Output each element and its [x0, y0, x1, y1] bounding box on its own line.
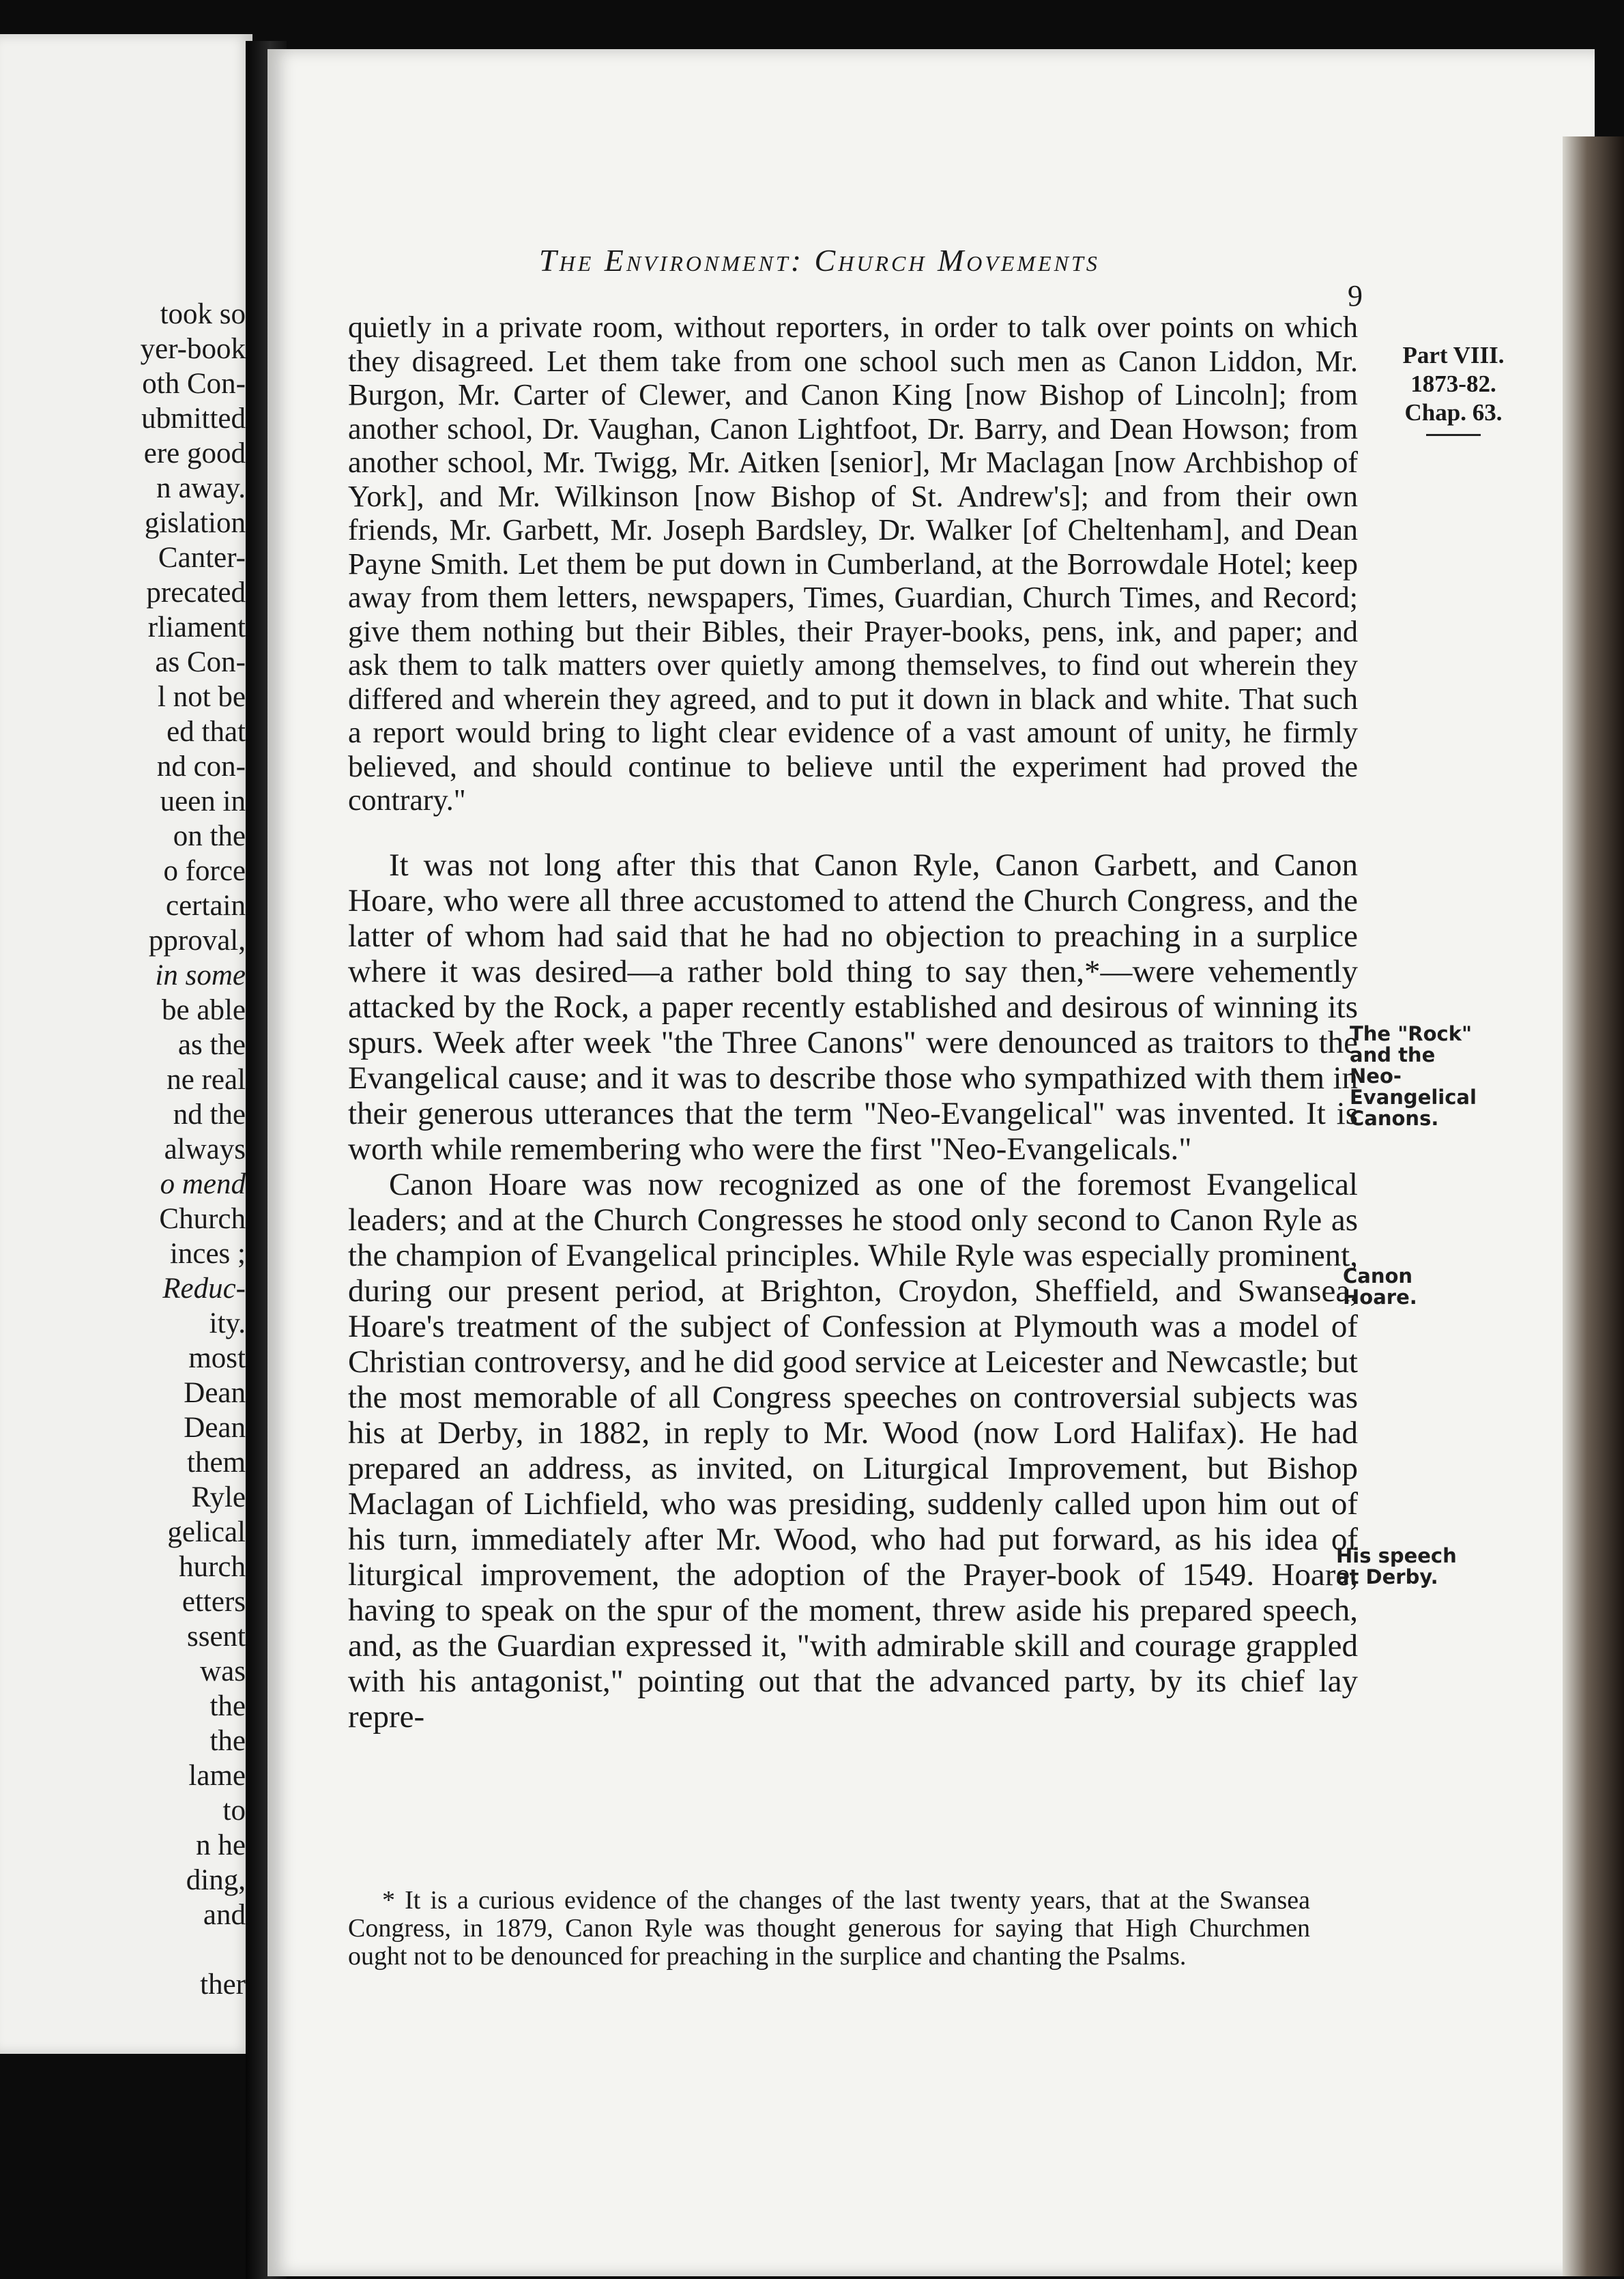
margin-rule: [1426, 434, 1481, 436]
left-page-line: l not be: [158, 681, 246, 713]
left-page-line: oth Con-: [142, 368, 246, 400]
left-page-line: certain: [166, 890, 246, 922]
left-page-line: them: [187, 1447, 246, 1479]
left-page-line: nd the: [173, 1099, 246, 1131]
left-page-line: Church: [159, 1203, 246, 1235]
left-page-line: ding,: [186, 1864, 246, 1896]
left-page-line: ssent: [187, 1621, 246, 1653]
left-page-line: ubmitted: [141, 403, 246, 435]
left-page-line: was: [200, 1655, 246, 1687]
left-page-line: gelical: [167, 1516, 246, 1548]
margin-part-chapter: [1375, 341, 1532, 436]
left-page-line: n he: [196, 1829, 246, 1861]
footnote: * It is a curious evidence of the changes of the last twenty years, that at the Swansea Congress, in 1879, Canon Ryle was thought generous for saying that High Churchmen ought not to be denounced for preaching in the surplice and chanting the Psalms.: [348, 1886, 1310, 1971]
left-page-line: ity.: [209, 1307, 246, 1339]
left-page-line: pproval,: [148, 925, 246, 957]
margin-note-rock: The "Rock" and the Neo-Evangelical Canons.: [1350, 1022, 1477, 1130]
margin-years: 1873-82.: [1410, 371, 1496, 397]
left-page-line: as Con-: [155, 646, 246, 678]
left-page-line: always: [164, 1133, 246, 1165]
left-page-line: in some: [155, 959, 246, 991]
left-page-line: ne real: [166, 1064, 246, 1096]
left-page-line: nd con-: [156, 751, 246, 783]
left-page-line: Dean: [184, 1377, 246, 1409]
margin-note-hoare: Canon Hoare.: [1343, 1264, 1417, 1309]
left-page-line: hurch: [179, 1551, 246, 1583]
running-head: The Environment: Church Movements: [539, 243, 1100, 278]
left-page-line: as the: [177, 1029, 246, 1061]
left-page-line: etters: [182, 1586, 246, 1618]
left-page-line: most: [188, 1342, 246, 1374]
margin-note-derby: His speech at Derby.: [1336, 1544, 1457, 1588]
left-page-line: precated: [146, 577, 246, 609]
page-number: 9: [1348, 279, 1363, 313]
left-page-line: and: [203, 1899, 246, 1931]
body-text: [348, 310, 1358, 1734]
left-page-line: lame: [188, 1760, 246, 1792]
left-page-line: Reduc-: [162, 1273, 246, 1305]
left-page-line: be able: [162, 994, 246, 1026]
page-edge: [1563, 136, 1624, 2276]
left-page-line: the: [209, 1725, 246, 1757]
margin-chapter: Chap. 63.: [1404, 399, 1503, 426]
paragraph-3: Canon Hoare was now recognized as one of the foremost Evangelical leaders; and at the Church Congresses he stood only second to Canon Ryle as the champion of Evangelical principles. While Ryle was especially prominent, during our present period, at Brighton, Croydon, Sheffield, and Swansea, Hoare's treatment of the subject of Confession at Plymouth was a model of Christian controversy, and he did good service at Leicester and Newcastle; but the most memorable of all Congress speeches on controversial subjects was his at Derby, in 1882, in reply to Mr. Wood (now Lord Halifax). He had prepared an address, as invited, on Liturgical Improvement, but Bishop Maclagan of Lichfield, who was presiding, suddenly called upon him out of his turn, immediately after Mr. Wood, who had put forward, as his idea of liturgical improvement, the adoption of the Prayer-book of 1549. Hoare, having to speak on the spur of the moment, threw aside his prepared speech, and, as the Guardian expressed it, "with admirable skill and courage grappled with his antagonist," pointing out that the advanced party, by its chief lay repre-: [348, 1166, 1358, 1734]
left-page-line: ueen in: [160, 785, 246, 817]
margin-part-label: Part VIII.: [1402, 342, 1505, 368]
left-page-line: ther: [200, 1969, 246, 2001]
left-page-line: ere good: [143, 437, 246, 469]
previous-page: [0, 34, 252, 2054]
left-page-line: o mend: [160, 1168, 246, 1200]
paragraph-2: It was not long after this that Canon Ryle, Canon Garbett, and Canon Hoare, who were all three accustomed to attend the Church Congress, and the latter of whom had said that he had no objection to preaching in a surplice where it was desired—a rather bold thing to say then,*—were vehemently attacked by the Rock, a paper recently established and desirous of winning its spurs. Week after week "the Three Canons" were denounced as traitors to the Evangelical cause; and it was to describe those who sympathized with them in their generous utterances that the term "Neo-Evangelical" was invented. It is worth while remembering who were the first "Neo-Evangelicals.": [348, 847, 1358, 1167]
left-page-line: Ryle: [191, 1481, 246, 1513]
left-page-line: Canter-: [158, 542, 246, 574]
left-page-line: on the: [173, 820, 246, 852]
left-page-line: n away.: [156, 472, 246, 504]
left-page-line: gislation: [144, 507, 246, 539]
left-page-line: to: [222, 1795, 246, 1827]
left-page-line: the: [209, 1690, 246, 1722]
left-page-line: inces ;: [169, 1238, 246, 1270]
left-page-line: rliament: [147, 611, 246, 643]
left-page-line: took so: [160, 298, 246, 330]
paragraph-1: quietly in a private room, without reporters, in order to talk over points on which they disagreed. Let them take from one school such men as Canon Liddon, Mr. Burgon, Mr. Carter of Clewer, and Canon King [now Bishop of Lincoln]; from another school, Dr. Vaughan, Canon Lightfoot, Dr. Barry, and Dean Howson; from another school, Mr. Twigg, Mr. Aitken [senior], Mr Maclagan [now Archbishop of York], and Mr. Wilkinson [now Bishop of St. Andrew's]; and from their own friends, Mr. Garbett, Mr. Joseph Bardsley, Dr. Walker [of Cheltenham], and Dean Payne Smith. Let them be put down in Cumberland, at the Borrowdale Hotel; keep away from them letters, newspapers, Times, Guardian, Church Times, and Record; give them nothing but their Bibles, their Prayer-books, pens, ink, and paper; and ask them to talk matters over quietly among themselves, to find out wherein they differed and wherein they agreed, and to put it down in black and white. That such a report would bring to light clear evidence of a vast amount of unity, he firmly believed, and should continue to believe until the experiment had proved the contrary.": [348, 310, 1358, 817]
left-page-line: Dean: [184, 1412, 246, 1444]
left-page-line: ed that: [166, 716, 246, 748]
left-page-line: yer-book: [140, 333, 246, 365]
left-page-line: o force: [163, 855, 246, 887]
